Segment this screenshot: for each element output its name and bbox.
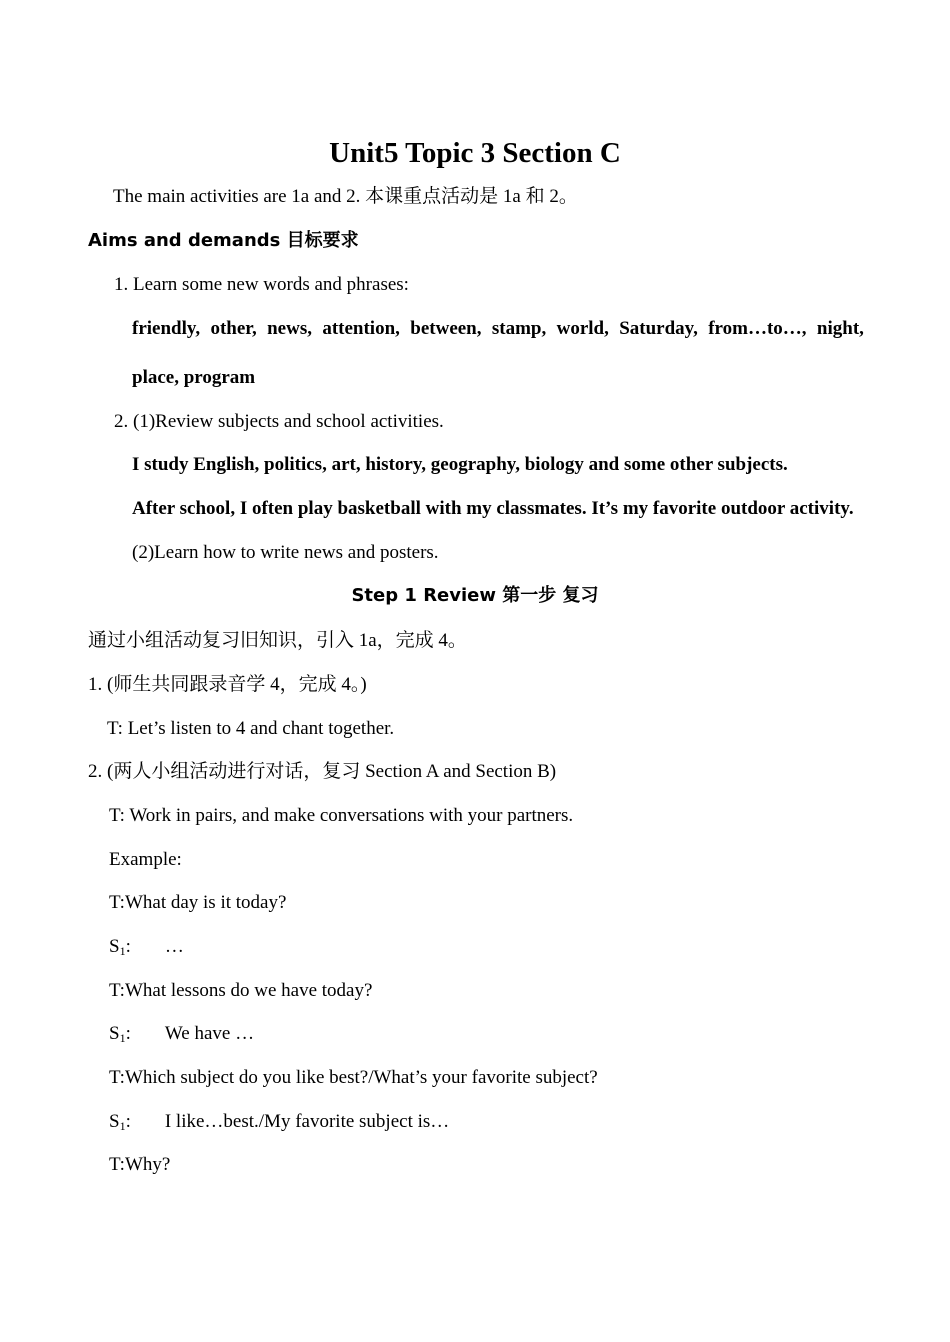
dialog-line: $S_1$: … xyxy=(109,936,184,958)
dialog-speaker-subscript: 1 xyxy=(119,1119,126,1133)
dialog-text: What lessons do we have today? xyxy=(124,980,373,1001)
dialog-speaker-subscript: 1 xyxy=(119,944,126,958)
aim2-part2: (2)Learn how to write news and posters. xyxy=(132,542,439,563)
aim2-sentence-2: After school, I often play basketball with my classmates. It’s my favorite outdoor activity. xyxy=(132,498,854,519)
page-title: Unit5 Topic 3 Section C xyxy=(329,137,621,169)
example-label: Example: xyxy=(109,849,182,870)
vocab-word: friendly, xyxy=(132,318,201,339)
vocab-word: Saturday, xyxy=(619,318,698,339)
dialog-line xyxy=(109,891,286,915)
dialog-speaker: T: xyxy=(109,1154,125,1175)
dialog-speaker: T: xyxy=(109,892,125,913)
step1-heading: Step 1 Review 第一步 复习 xyxy=(351,585,599,606)
vocab-word: between, xyxy=(410,318,482,339)
dialog-speaker-subscript: 1 xyxy=(119,1031,126,1045)
dialog-text: What day is it today? xyxy=(124,892,287,913)
dialog-text: We have … xyxy=(164,1023,255,1044)
dialog-text: I like…best./My favorite subject is… xyxy=(164,1111,450,1132)
dialog-line: $S_1$: I like…best./My favorite subject is… xyxy=(109,1111,450,1133)
dialog-text: Which subject do you like best?/What’s your favorite subject? xyxy=(124,1067,598,1088)
dialog-speaker: S xyxy=(109,1023,120,1044)
aim2-label: 2. (1)Review subjects and school activities. xyxy=(114,411,444,432)
intro-text: The main activities are 1a and 2. 本课重点活动是 1a 和 2。 xyxy=(113,186,578,207)
vocab-word: other, xyxy=(210,318,257,339)
aim1-label: 1. Learn some new words and phrases: xyxy=(114,274,409,295)
vocab-word: world, xyxy=(556,318,609,339)
dialog-line xyxy=(109,1066,598,1090)
item1-teacher-line: T: Let’s listen to 4 and chant together. xyxy=(107,718,395,739)
item1-label: 1. (师生共同跟录音学 4，完成 4。) xyxy=(88,674,367,695)
vocab-line-2: place, program xyxy=(132,367,256,388)
vocab-word: from…to…, xyxy=(708,318,807,339)
vocab-word: attention, xyxy=(322,318,400,339)
vocab-word: night, xyxy=(816,318,864,339)
dialog-speaker: S xyxy=(109,936,120,957)
vocab-line-1 xyxy=(132,317,864,341)
dialog-speaker: T: xyxy=(109,980,125,1001)
dialog-line: $S_1$: We have … xyxy=(109,1023,255,1045)
item2-label: 2. (两人小组活动进行对话，复习 Section A and Section B) xyxy=(88,761,557,782)
vocab-word: stamp, xyxy=(491,318,547,339)
dialog-line xyxy=(109,979,372,1003)
step1-intro: 通过小组活动复习旧知识，引入 1a，完成 4。 xyxy=(88,630,467,651)
aim2-sentence-1: I study English, politics, art, history, geography, biology and some other subjects. xyxy=(132,454,788,475)
item2-teacher-line: T: Work in pairs, and make conversations with your partners. xyxy=(109,805,574,826)
dialog-text: Why? xyxy=(124,1154,171,1175)
dialog-speaker: S xyxy=(109,1111,120,1132)
vocab-word: news, xyxy=(267,318,312,339)
aims-heading: Aims and demands 目标要求 xyxy=(88,230,359,251)
dialog-speaker: T: xyxy=(109,1067,125,1088)
dialog-line xyxy=(109,1153,170,1177)
dialog-text: … xyxy=(164,936,184,957)
